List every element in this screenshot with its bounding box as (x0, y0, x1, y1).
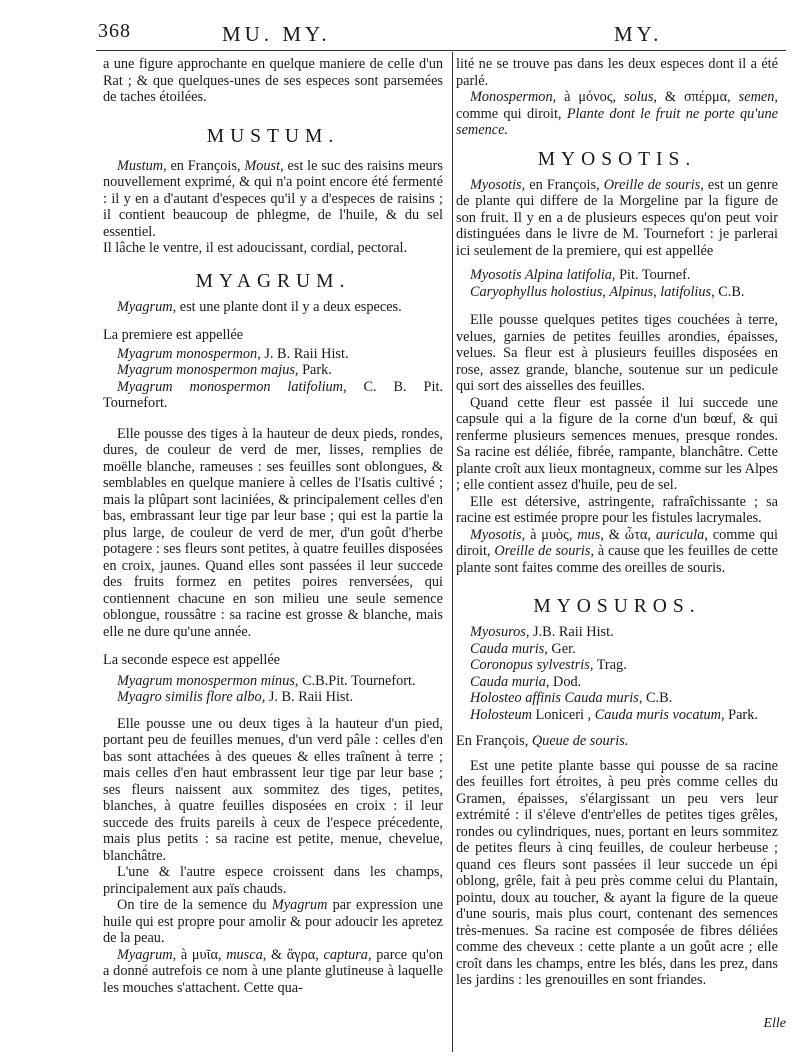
monospermon-etymology (456, 89, 778, 139)
myosotis-description-3: Elle est détersive, astringente, rafraîchissante ; sa racine est estimée propre pour les fistules lacrymales. (456, 493, 778, 526)
text: En François, (456, 733, 532, 749)
term: latifolius (660, 283, 712, 300)
synonym (456, 707, 778, 724)
term: Myosotis (470, 526, 522, 543)
text: , est une plante dont il y a deux especes. (172, 298, 402, 315)
continued-paragraph: lité ne se trouve pas dans les deux especes dont il a été parlé. (456, 56, 778, 89)
heading-mustum: MUSTUM. (206, 125, 340, 147)
term: Myagrum (117, 946, 173, 963)
synonym (103, 379, 443, 412)
term: Moust (244, 157, 281, 174)
term: solus (623, 89, 654, 105)
term: Myosuros (470, 624, 526, 640)
text: , Park. (294, 362, 332, 378)
text: , C.B.Pit. Tournefort. (294, 672, 416, 689)
text: , à μυὸς, (521, 526, 578, 543)
synonym (103, 673, 443, 690)
myosuros-description: Est une petite plante basse qui pousse de sa racine des feuilles fort étroites, à peu près comme celles du Gramen, épaisses, s'élargissant un peu vers leur extrémité : il s'éleve d'entr'elles de petites tiges grêles, rondes ou cylindriques, nues, portant en leurs sommitez de petites fleurs à cinq feuilles, de couleur herbeuse ; quand ces fleurs sont passées il leur succede un épi oblong, grêle, fait à peu près comme celui du Plantain, pointu, doux au toucher, & ayant la figure de la queue d'une souris, mais plus court, contenant des semences très-menues. Sa racine est composée de fibres déliées comme des cheveux : cette plante a un goût acre ; elle croît dans les champs, entre les blés, dans les prez, dans les jardins : les grenouilles en sont friandes. (456, 757, 778, 988)
myagrum-description-1: Elle pousse des tiges à la hauteur de deux pieds, rondes, dures, de couleur de verd de mer, lisses, remplies de moëlle blanche, rameuses : ses feuilles sont oblongues, & semblables en quelque maniere à celles de l'Isatis cultivé ; mais la plûpart sont laciniées, & principalement celles d'en bas, embrassant leur tige par leur base ; qui est la partie la plus large, de couleur de verd de mer, d'un goût d'herbe potagere : ses fleurs sont petites, à quatre feuilles disposées en croix, jaunes. Quand elles sont passées il leur succede des fruits formez en petites poires renversées, qui contiennent chacune en son milieu une seule semence oblongue, roussâtre : sa racine est grosse & blanche, mais elle ne dure qu'une année. (103, 425, 443, 640)
right-column (456, 52, 778, 989)
text: , en François, (521, 176, 604, 193)
synonym (103, 346, 443, 363)
text: , est un genre de plante qui differe de la Morgeline par la figure de son fruit. Il y en a de plusieurs especes qu'on peut voir distinguées dans le livre de M. Tournefort : je parlerai ici seulement de la premiere, qui est appellée (456, 176, 778, 259)
text: , J. B. Raii Hist. (257, 345, 349, 362)
text: , en François, (163, 157, 245, 174)
continued-paragraph: a une figure approchante en quelque maniere de celle d'un Rat ; & que quelques-unes de ses especes sont parsemées de taches étoilées. (103, 56, 443, 105)
text: , Pit. Tournef. (611, 267, 691, 283)
term: Myagrum monospermon (117, 345, 258, 362)
term: Holosteum (470, 706, 532, 723)
text: , à μόνος, (552, 89, 624, 105)
term: Oreille de souris (494, 543, 591, 559)
subheading-french-name (456, 733, 778, 750)
text: , Ger. (544, 640, 576, 657)
term: Caryophyllus holostius (470, 283, 603, 300)
term: Mustum (117, 157, 164, 174)
header-rule (96, 50, 786, 51)
myagrum-description-2: Elle pousse une ou deux tiges à la hauteur d'un pied, portant peu de feuilles menues, d'un verd pâle : celles d'en bas sont attachées à des queues & elles traînent à terre ; mais celles d'en haut embrassent leur tige par leur base ; ses fleurs naissent aux sommitez des tiges, petites, blanches, à quatre feuilles disposées en croix : il leur succede des fruits pareils à ceux de l'espece précedente, mais plus petits : sa racine est petite, menue, chevelue, blanchâtre. (103, 715, 443, 864)
text: , & ὦτα, (600, 526, 656, 543)
left-column (103, 52, 443, 996)
synonym (456, 624, 778, 641)
synonym (456, 267, 778, 284)
synonym (456, 690, 778, 707)
myagrum-intro (103, 299, 443, 316)
heading-myosuros: MYOSUROS. (533, 596, 701, 617)
term: Myagrum monospermon minus (117, 672, 295, 689)
myosotis-etymology (456, 527, 778, 577)
term: Myagrum (117, 298, 173, 315)
term: Myagrum (271, 897, 328, 913)
term: captura (323, 946, 368, 963)
heading-myagrum: MYAGRUM. (195, 270, 351, 292)
column-divider (452, 52, 453, 1052)
myosotis-description-1: Elle pousse quelques petites tiges couchées à terre, velues, garnies de petites feuilles arondies, épaisses, velues. Sa fleur est à plusieurs feuilles disposées en rose, assez grande, blanche, soutenue sur un pedicule qui sort des aisselles des feuilles. (456, 312, 778, 394)
myosotis-description-2: Quand cette fleur est passée il lui succede une capsule qui a la figure de la corne d'un bœuf, & qui renferme plusieurs semences menues, presque rondes. Sa racine est déliée, fibrée, rampante, blanchâtre. Cette plante croît aux lieux montagneux, comme sur les Alpes ; elle contient assez d'huile, peu de sel. (456, 394, 778, 493)
text: , (653, 283, 661, 300)
term: Myosotis (470, 176, 522, 193)
term: musca (226, 946, 263, 963)
text: , & σπέρμα, (653, 89, 739, 105)
text: , J. B. Raii Hist. (261, 689, 354, 705)
myagrum-description-4 (103, 897, 443, 947)
text: , à cause que les feuilles de cette plante sont faites comme des oreilles de souris. (456, 543, 778, 576)
synonym (456, 284, 778, 301)
text: , parce qu'on a donné autrefois ce nom à une plante glutineuse à laquelle les mouches s'attachent. Cette qua- (103, 946, 443, 996)
synonym (456, 657, 778, 674)
term: Myagrum monospermon latifolium (117, 378, 344, 395)
term: mus (577, 526, 601, 543)
myagrum-etymology (103, 947, 443, 997)
text: , est le suc des raisins meurs nouvellement exprimé, & qui n'a point encore été fermenté : il y en a d'autant d'especes qu'il y a d'especes de raisins ; il contient beaucoup de phlegme, de l'huile, & du sel essentiel. (103, 157, 443, 240)
text: , à μυῖα, (172, 946, 227, 963)
text: , C.B. (638, 690, 673, 706)
term: Myagro similis flore albo (117, 689, 262, 705)
subheading-first-species: La premiere est appellée (103, 327, 244, 343)
term: Queue de souris. (531, 733, 629, 749)
synonym (456, 674, 778, 691)
subheading-second-species: La seconde espece est appellée (103, 652, 281, 668)
page-number: 368 (98, 20, 131, 42)
text: , Park. (720, 706, 758, 723)
term: Holosteo affinis Cauda muris (470, 690, 639, 706)
text: On tire de la semence du (117, 897, 272, 913)
mustum-paragraph-2: Il lâche le ventre, il est adoucissant, cordial, pectoral. (103, 240, 408, 256)
text: , (602, 283, 610, 300)
text: , Dod. (545, 673, 582, 690)
synonym (103, 689, 443, 706)
text: , J.B. Raii Hist. (525, 624, 614, 640)
text: , comme qui diroit, (456, 526, 778, 559)
myosotis-intro (456, 177, 778, 260)
synonym (103, 362, 443, 379)
term: Monospermon (470, 89, 553, 105)
term: Myagrum monospermon majus (117, 362, 295, 378)
mustum-paragraph-1 (103, 158, 443, 241)
term: Cauda muria (470, 673, 546, 690)
term: Coronopus sylvestris (470, 657, 590, 673)
text: , comme qui diroit, (456, 89, 778, 122)
term: Myosotis Alpina latifolia (470, 267, 612, 283)
term: auricula (655, 526, 705, 543)
left-running-head: MU. MY. (222, 22, 331, 46)
term: Cauda muris vocatum (594, 706, 721, 723)
term: Oreille de souris (603, 176, 701, 193)
myagrum-description-3: L'une & l'autre espece croissent dans les champs, principalement aux païs chauds. (103, 864, 443, 897)
term: Plante dont le fruit ne porte qu'une semence. (456, 105, 778, 138)
text: , C. B. Pit. Tournefort. (103, 378, 443, 411)
text: , C.B. (711, 283, 745, 300)
heading-myosotis: MYOSOTIS. (537, 148, 697, 170)
catchword: Elle (763, 1016, 786, 1031)
text: Loniceri , (531, 706, 595, 723)
right-running-head: MY. (614, 22, 663, 46)
term: Alpinus (609, 283, 654, 300)
text: , Trag. (589, 657, 627, 673)
text: par expression une huile qui est propre pour amolir & pour adoucir les apretez de la peau. (103, 897, 443, 946)
synonym (456, 641, 778, 658)
term: Cauda muris (470, 640, 545, 657)
term: semen (738, 89, 775, 105)
text: , & ἄγρα, (262, 946, 324, 963)
